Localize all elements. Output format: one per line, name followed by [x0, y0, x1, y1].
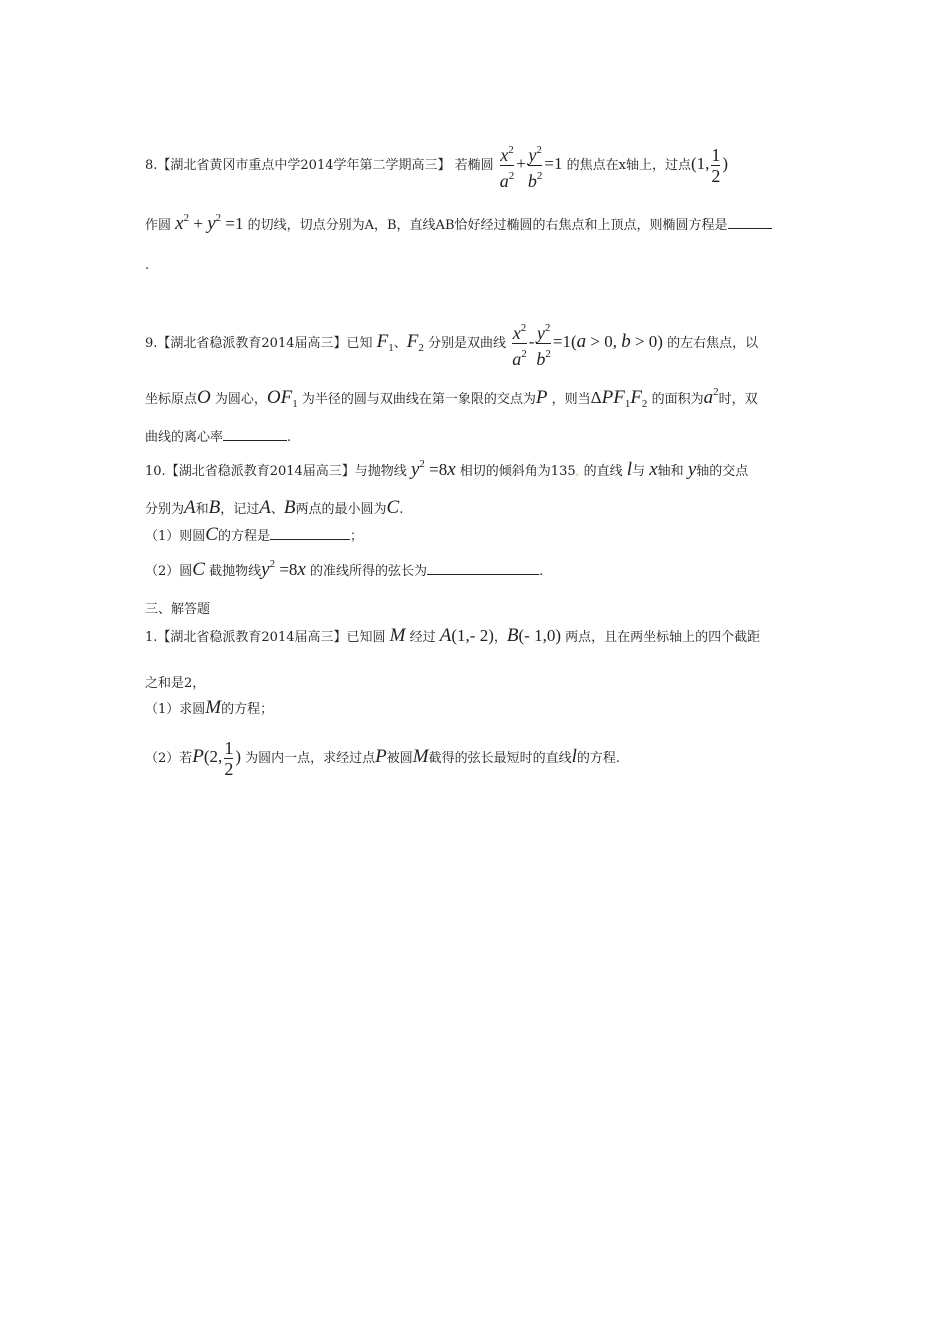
q10-text-5: 与: [632, 464, 646, 479]
q8-source: 【湖北省黄冈市重点中学2014学年第二学期高三】: [157, 158, 451, 173]
s1-text-5: 之和是2，: [145, 676, 206, 691]
ellipse-fraction-y: $\frac{y^2}{b^2}$: [527, 144, 543, 191]
q9-text-5: 坐标原点: [145, 392, 198, 407]
point-a: A: [184, 497, 196, 518]
focus-f2: $F_2$: [406, 331, 424, 354]
focus-f1: $F_1$: [376, 331, 394, 354]
q10-text-4: 的直线: [583, 464, 623, 479]
s1-part-2: （2）若P(2, $\frac{1}{2}$ ) 为圆内一点，求经过点P被圆M截得的弦长最短时的直线l的方程.: [145, 738, 621, 779]
q10-part2-text-c: 的准线所得的弦长为: [309, 564, 427, 579]
q10-part1-text-a: （1）则圆: [145, 529, 206, 544]
q10-part2-blank[interactable]: [427, 562, 539, 575]
q9-text-7: 为半径的圆与双曲线在第一象限的交点为: [301, 392, 536, 407]
q8-text-5: .: [145, 258, 150, 273]
q9-text-12: .: [287, 430, 292, 445]
s1-text-3: ，: [493, 630, 507, 645]
q10-source: 【湖北省稳派教育2014届高三】: [165, 464, 355, 479]
s1-part2-text-d: 截得的弦长最短时的直线: [428, 751, 572, 766]
q10-text-11: 、: [270, 502, 284, 517]
circle-c: C: [386, 497, 400, 518]
s1-part2-text-e: 的方程.: [576, 751, 621, 766]
point-p-coords: P(2,: [192, 746, 223, 767]
point-a-coords: A(1,- 2): [439, 625, 494, 646]
parabola-equation: $y^2 =8x$: [410, 458, 456, 480]
fraction-p-y: $\frac{1}{2}$: [224, 738, 234, 779]
ellipse-equals-one: =1: [544, 154, 563, 173]
s1-part-1: [145, 697, 274, 718]
q8-number: 8.: [145, 158, 158, 173]
q10-text-13: .: [399, 502, 404, 517]
hyperbola-fraction-y: $\frac{y^2}{b^2}$: [536, 322, 551, 369]
axis-x: x: [649, 459, 658, 480]
q10-text-2: 相切的倾斜角为135: [459, 464, 576, 479]
section-title: 三、解答题: [145, 602, 211, 617]
q9-answer-blank[interactable]: [223, 428, 287, 441]
s1-text-4: 两点，且在两坐标轴上的四个截距: [565, 630, 761, 645]
q9-line-1: 9.【湖北省稳派教育2014届高三】已知 $F_1$、$F_2$ 分别是双曲线 $\frac{x^2}{a^2}$ - $\frac{y^2}{b^2}$ =1(a > 0, b > 0) 的左右焦点，以: [145, 318, 758, 369]
circle-equation: $x^2 + y^2 =1$: [175, 212, 244, 234]
origin-o: O: [197, 387, 211, 408]
q10-text-9: 和: [195, 502, 209, 517]
s1-part2-text-b: 为圆内一点，求经过点: [245, 751, 376, 766]
circle-m-part1: M: [205, 697, 222, 718]
q9-text-2: 、: [393, 336, 407, 351]
circle-c-part2: C: [192, 559, 205, 580]
q8-text-4: 的切线，切点分别为A，B，直线AB恰好经过椭圆的右焦点和上顶点，则椭圆方程是: [247, 218, 728, 233]
line-l-part2: l: [571, 746, 577, 767]
q10-part1-text-b: 的方程是: [217, 529, 270, 544]
point-b-coords: B(- 1,0): [506, 625, 561, 646]
s1-part2-text-a: （2）若: [145, 751, 193, 766]
q9-source: 【湖北省稳派教育2014届高三】: [157, 336, 347, 351]
q10-text-7: 轴的交点: [696, 464, 749, 479]
q9-number: 9.: [145, 336, 158, 351]
q10-text-1: 与抛物线: [354, 464, 407, 479]
parabola-equation-part2: $y^2 =8x$: [261, 558, 306, 580]
q10-text-6: 轴和: [657, 464, 684, 479]
hyperbola-condition: =1(a > 0, b > 0): [552, 331, 663, 352]
q8-answer-blank[interactable]: [728, 216, 772, 229]
q10-part-1: [145, 524, 363, 545]
q9-text-4: 的左右焦点，以: [667, 336, 759, 351]
s1-part2-text-c: 被圆: [386, 751, 413, 766]
q9-text-8: ，则当: [551, 392, 591, 407]
q10-part2-text-d: .: [539, 564, 544, 579]
s1-line-1: [145, 625, 761, 646]
q10-part1-text-c: ；: [349, 529, 363, 544]
point-a-ref: A: [259, 497, 271, 518]
s1-text-1: 已知圆: [346, 630, 386, 645]
degree-mark: 。: [575, 468, 584, 477]
q10-text-8: 分别为: [145, 502, 185, 517]
point-p: P: [535, 387, 548, 408]
s1-part1-text-a: （1）求圆: [145, 702, 206, 717]
q10-text-10: ，记过: [220, 502, 260, 517]
s1-number: 1.: [145, 630, 158, 645]
s1-text-2: 经过: [409, 630, 436, 645]
axis-y: y: [687, 459, 697, 480]
circle-m-part2: M: [412, 746, 429, 767]
q10-part2-text-a: （2）圆: [145, 564, 193, 579]
line-l: l: [626, 459, 633, 480]
q8-text-1: 若椭圆: [454, 158, 494, 173]
fraction-one-half: $\frac{1}{2}$: [711, 145, 721, 186]
s1-part1-text-b: 的方程；: [221, 702, 274, 717]
circle-m: M: [389, 625, 406, 646]
q10-text-12: 两点的最小圆为: [295, 502, 387, 517]
q8-text-3: 作圆: [145, 218, 172, 233]
q9-text-10: 时，双: [718, 392, 758, 407]
radius-of1: $OF_1$: [266, 387, 298, 410]
s1-line-2: [145, 676, 205, 692]
q10-part-2: [145, 556, 543, 580]
point-one-half: (1,: [690, 154, 710, 173]
point-p-ref: P: [375, 746, 387, 767]
q8-line-2: [145, 210, 772, 234]
q9-text-6: 为圆心，: [214, 392, 267, 407]
q10-part1-blank[interactable]: [270, 527, 350, 540]
q10-line-2: [145, 497, 404, 518]
q8-line-1: 8.【湖北省黄冈市重点中学2014学年第二学期高三】 若椭圆 $\frac{x^2}{a^2}$ + $\frac{y^2}{b^2}$ =1 的焦点在x轴上，过点(1, $\frac{1}{2}$ ): [145, 140, 728, 191]
q10-part2-text-b: 截抛物线: [209, 564, 262, 579]
q9-line-3: [145, 428, 291, 446]
q9-text-3: 分别是双曲线: [428, 336, 507, 351]
triangle-pf1f2: $\Delta PF_1F_2$: [590, 387, 648, 410]
q8-line-3: [145, 258, 149, 274]
q10-line-1: [145, 456, 748, 481]
ellipse-fraction-x: $\frac{x^2}{a^2}$: [499, 144, 515, 191]
area-a-squared: $a^2$: [703, 386, 719, 408]
point-b-ref: B: [283, 497, 296, 518]
s1-source: 【湖北省稳派教育2014届高三】: [157, 630, 347, 645]
q8-text-2: 的焦点在x轴上，过点: [566, 158, 691, 173]
q9-text-11: 曲线的离心率: [145, 430, 224, 445]
circle-c-part1: C: [205, 524, 218, 545]
q9-text-9: 的面积为: [651, 392, 704, 407]
q10-number: 10.: [145, 464, 166, 479]
point-b: B: [208, 497, 221, 518]
q9-text-1: 已知: [346, 336, 373, 351]
q9-line-2: [145, 384, 758, 412]
hyperbola-fraction-x: $\frac{x^2}{a^2}$: [512, 322, 527, 369]
